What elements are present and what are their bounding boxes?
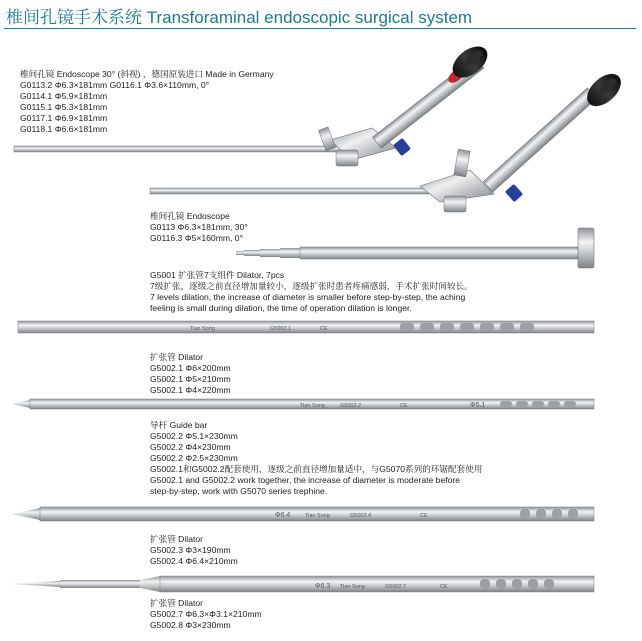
stepped-code-engraving: G5002.7 (385, 584, 407, 590)
endoscope-description (150, 211, 248, 244)
text-line: step-by-step, work with G5070 series trephine. (150, 486, 328, 496)
dilator-2-description (150, 534, 238, 567)
text-line: 导杆 Guide bar (150, 420, 208, 430)
text-line: G5002.8 Φ3×230mm (150, 620, 231, 630)
dilator-size-engraving: Φ6.4 (275, 512, 291, 519)
text-line: feeling is small during dilation, the time of operation dilation is longer. (150, 303, 412, 313)
dilator-brand-engraving: Tian Song (305, 513, 330, 519)
dilator-ce-engraving: CE (420, 513, 428, 519)
tube-ce-engraving: CE (320, 326, 328, 332)
text-line: G0117.1 Φ6.9×181mm (20, 113, 108, 123)
text-line: G0113.2 Φ6.3×181mm G0116.1 Φ3.6×110mm, 0° (20, 80, 210, 90)
text-line: G5002.1 and G5002.2 work together, the increase of diameter is moderate before (150, 475, 461, 485)
stepped-ce-engraving: CE (440, 584, 448, 590)
text-line: G5002.1 Φ4×220mm (150, 385, 231, 395)
text-line: 7级扩张，逐级之前直径增加量较小，逐级扩张时患者疼痛感弱，手术扩张时间较长。 (150, 281, 473, 291)
dilator-set-image (236, 228, 594, 268)
text-line: G5002.4 Φ6.4×210mm (150, 556, 238, 566)
page-title: 椎间孔镜手术系统 Transforaminal endoscopic surgical system (6, 8, 473, 27)
text-line: G5002.2 Φ5.1×230mm (150, 431, 238, 441)
stepped-brand-engraving: Tian Song (340, 584, 365, 590)
text-line: 椎间孔镜 Endoscope (150, 211, 230, 221)
dilator-rod-image (12, 507, 594, 521)
stepped-size-engraving: Φ6.3 (315, 583, 331, 590)
guide-brand-engraving: Tian Song (300, 403, 325, 409)
text-line: G0118.1 Φ6.6×181mm (20, 124, 108, 134)
text-line: G5002.3 Φ3×190mm (150, 545, 231, 555)
dilator-3-description (150, 598, 262, 631)
text-line: 扩张管 Dilator (150, 598, 204, 608)
text-line: G0116.3 Φ5×160mm, 0° (150, 233, 244, 243)
dilator-code-engraving: G5002.4 (350, 513, 372, 519)
text-line: G5002.1 Φ5×210mm (150, 374, 231, 384)
dilator-tube-image (18, 321, 594, 333)
text-line: G5002.2 Φ2.5×230mm (150, 453, 238, 463)
dilator-stepped-image (12, 576, 594, 592)
guide-code-engraving: G5002.2 (340, 403, 362, 409)
dilator-1-description (150, 352, 231, 396)
tube-brand-engraving: Tian Song (190, 326, 215, 332)
guide-bar-description (150, 420, 482, 497)
guide-ce-engraving: CE (400, 403, 408, 409)
dilator-set-description (150, 270, 473, 314)
text-line: G0114.1 Φ5.9×181mm (20, 91, 108, 101)
endoscope-30-description (20, 69, 274, 135)
text-line: 扩张管 Dilator (150, 534, 204, 544)
text-line: 扩张管 Dilator (150, 352, 204, 362)
text-line: G5001 扩张管7支组件 Dilator, 7pcs (150, 270, 285, 280)
text-line: G0113 Φ6.3×181mm, 30° (150, 222, 248, 232)
text-line: 7 levels dilation, the increase of diameter is smaller before step-by-step, the aching (150, 292, 466, 302)
text-line: 椎间孔镜 Endoscope 30° (斜视) ，德国原装进口 Made in Germany (20, 69, 274, 79)
text-line: G5002.7 Φ6.3×Φ3.1×210mm (150, 609, 262, 619)
text-line: G5002.1和G5002.2配套使用，逐级之前直径增加量适中，与G5070系列的环锯配套使用 (150, 464, 483, 474)
text-line: G5002.1 Φ6×200mm (150, 363, 231, 373)
tube-code-engraving: G5002.1 (270, 326, 292, 332)
guide-size-engraving: Φ5.1 (470, 402, 486, 409)
text-line: G5002.2 Φ4×230mm (150, 442, 231, 452)
text-line: G0115.1 Φ5.3×181mm (20, 102, 108, 112)
